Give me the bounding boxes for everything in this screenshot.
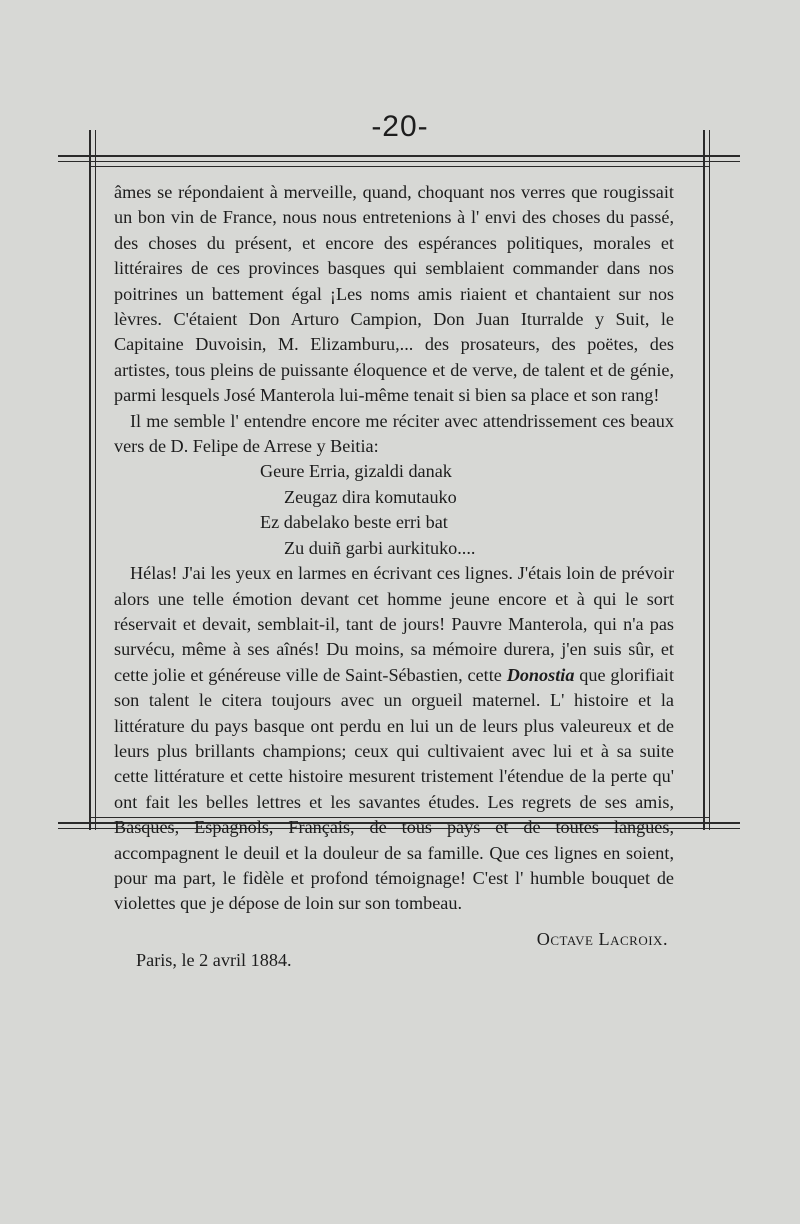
verse-line: Zeugaz dira komutauko <box>284 486 457 507</box>
page-number: -20- <box>371 110 429 143</box>
paragraph-1: âmes se répondaient à merveille, quand, choquant nos verres que rougissait un bon vin de France, nous nous entretenions à l' envi des choses du passé, des choses du présent, et encore des espérances politiques, morales et littéraires de ces provinces basques qui semblaient commander dans nos poitrines un battement égal ¡Les noms amis riaient et chantaient sur nos lèvres. C'étaient Don Arturo Campion, Don Juan Iturralde y Suit, le Capitaine Duvoisin, M. Elizamburu,... des prosateurs, des poëtes, des artistes, tous pleins de puissante éloquence et de verve, de talent et de génie, parmi lesquels José Manterola lui-même tenait si bien sa place et son rang! <box>114 182 674 406</box>
paragraph-2: Il me semble l' entendre encore me réciter avec attendrissement ces beaux vers de D. Felipe de Arrese y Beitia: <box>114 410 674 457</box>
paragraph-3-text: Hélas! J'ai les yeux en larmes en écrivant ces lignes. J'étais loin de prévoir alors une telle émotion devant cet homme jeune encore et à qui le sort réservait et devait, semblait-il, tant de jours! Pauvre Manterola, qui n'a pas survécu, même à ses aînés! Du moins, sa mémoire durera, j'en suis sûr, et cette jolie et généreuse ville de Saint-Sébastien, cette <box>114 563 674 685</box>
dateline: Paris, le 2 avril 1884. <box>136 950 292 971</box>
verse-line: Ez dabelako beste erri bat <box>260 512 448 533</box>
paragraph-3 <box>114 561 674 917</box>
emphasized-word: Donostia <box>506 664 575 685</box>
paragraph-3-text-continued: que glorifiait son talent le citera toujours avec un orgueil maternel. L' histoire et la littérature du pays basque ont perdu en lui un de leurs plus valeureux et de leurs plus brillants champions; ceux qui cultivaient avec lui et à sa suite cette littérature et cette histoire mesurent tristement l'étendue de la perte qu' ont fait les belles lettres et les savantes études. Les regrets de ses amis, Basques, Espagnols, Français, de tous pays et de toutes langues, accompagnent le deuil et la douleur de sa famille. Que ces lignes en soient, pour ma part, le fidèle et profond témoignage! C'est l' humble bouquet de violettes que je dépose de loin sur son tombeau. <box>114 664 674 914</box>
verse-line: Geure Erria, gizaldi danak <box>260 461 452 482</box>
verse-line: Zu duiñ garbi aurkituko.... <box>284 537 476 558</box>
signature: Octave Lacroix. <box>536 928 668 949</box>
article-body <box>114 180 674 974</box>
verse-block <box>114 459 674 561</box>
